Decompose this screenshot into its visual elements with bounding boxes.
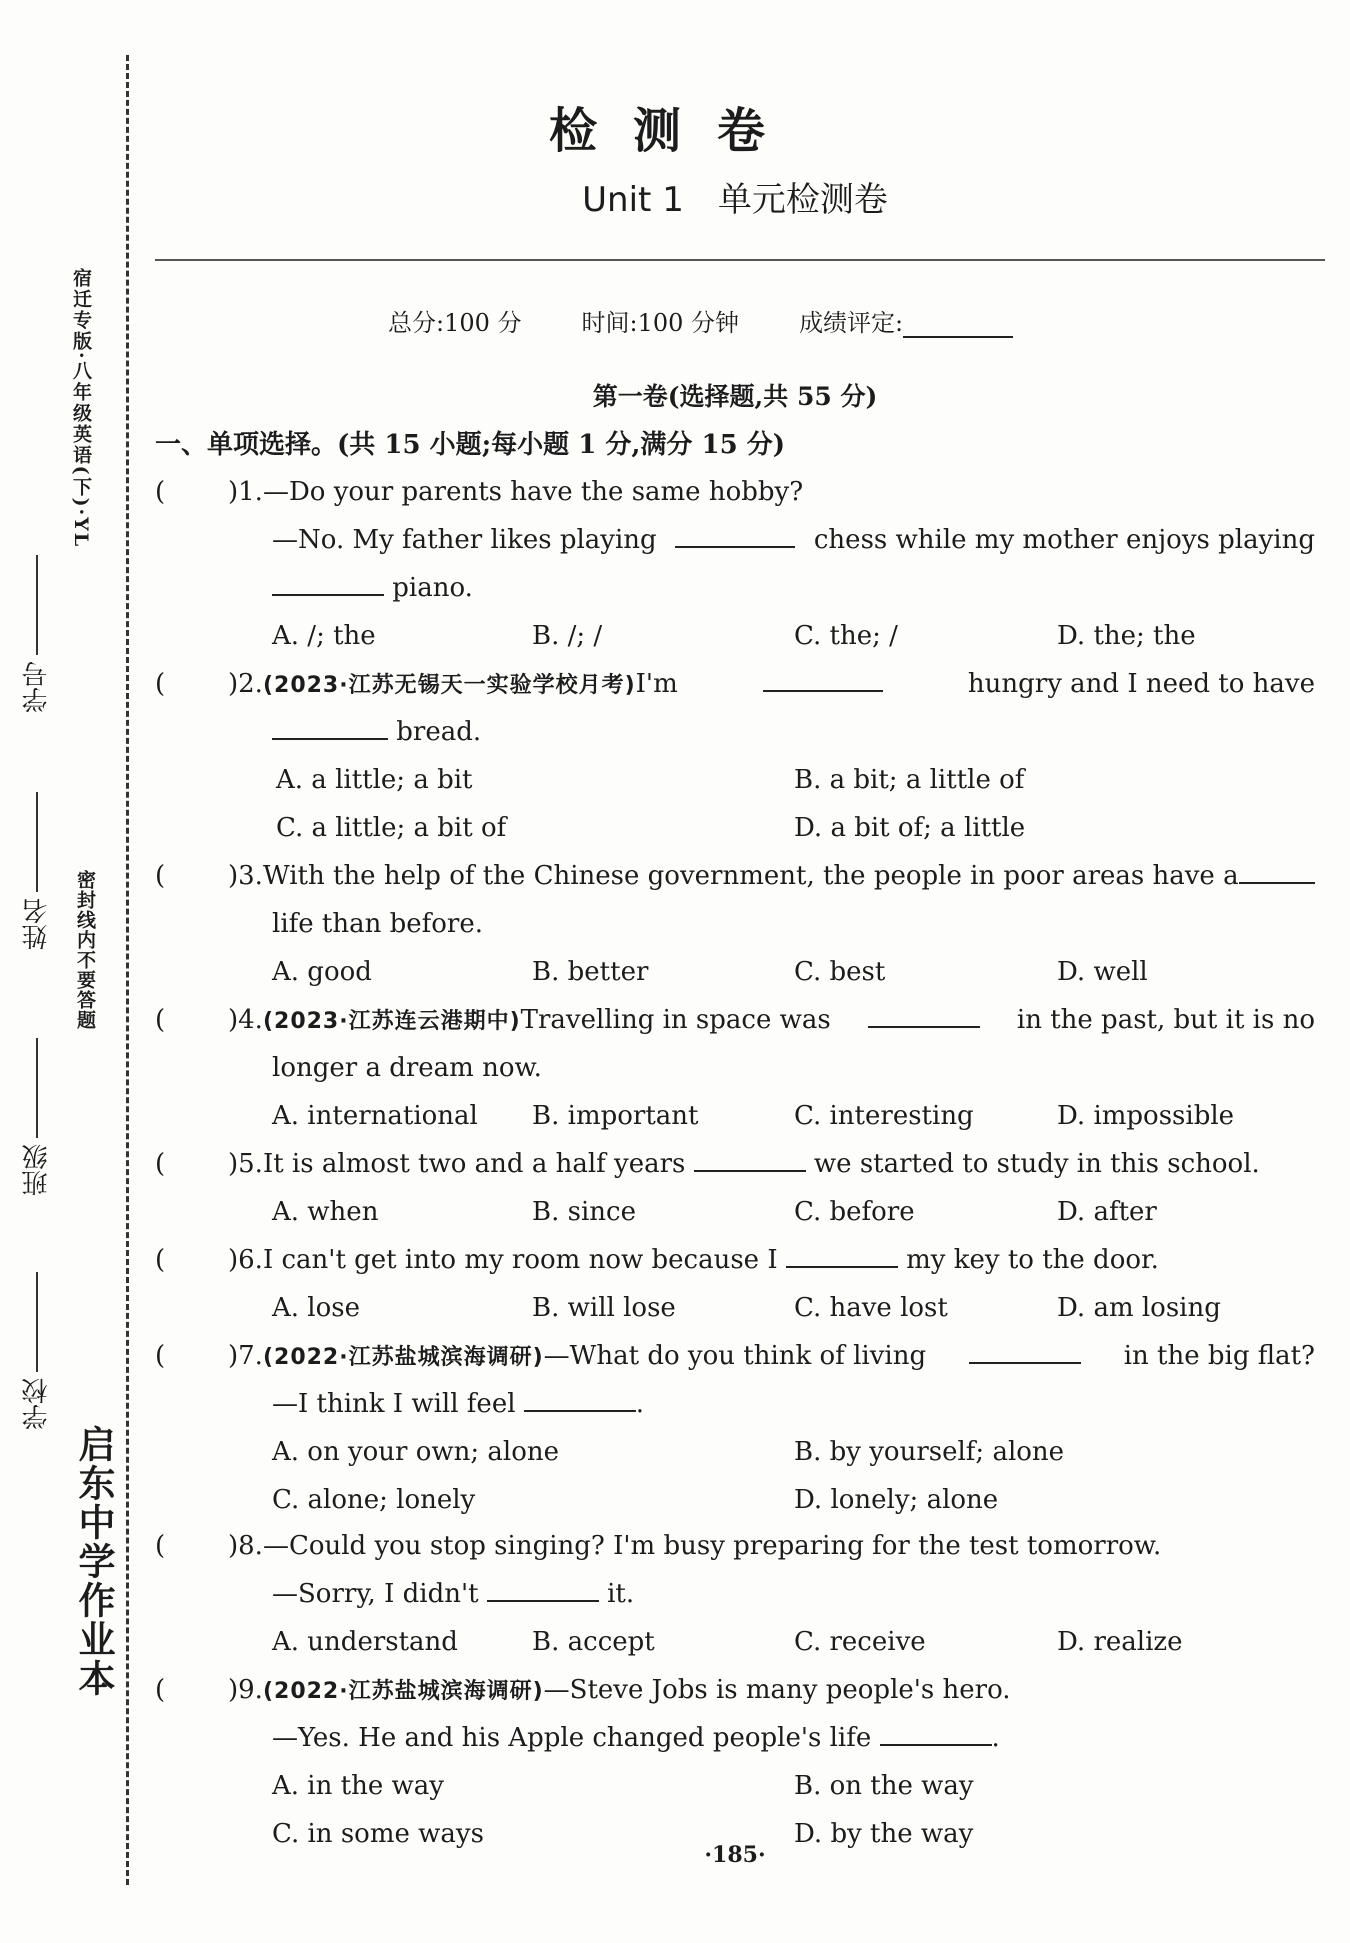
question-3 [155,852,1315,996]
question-text: hungry and I need to have [967,669,1315,699]
option-c[interactable]: C. receive [794,1627,926,1657]
answer-blank[interactable] [1239,852,1315,884]
option-a[interactable]: A. lose [272,1293,361,1323]
question-5 [155,1140,1315,1236]
class-label: 班级 [22,1144,52,1196]
class-field[interactable] [18,1038,55,1196]
question-1 [155,468,1315,660]
question-source: (2023·江苏无锡天一实验学校月考) [262,673,636,698]
option-d[interactable]: D. by the way [794,1819,974,1849]
student-id-label: 学号 [22,661,52,713]
question-number: )3. [228,861,263,891]
option-a[interactable]: A. in the way [272,1771,444,1801]
answer-blank[interactable] [880,1714,992,1746]
time-limit: 时间:100 分钟 [581,309,740,337]
option-b[interactable]: B. by yourself; alone [794,1437,1065,1467]
option-d[interactable]: D. the; the [1057,621,1196,651]
option-d[interactable]: D. well [1057,957,1148,987]
option-b[interactable]: B. will lose [532,1293,676,1323]
option-a[interactable]: A. a little; a bit [276,765,473,795]
answer-paren[interactable]: ( [155,669,166,699]
option-c[interactable]: C. have lost [794,1293,948,1323]
question-text: we started to study in this school. [813,1149,1260,1179]
question-text: in the big flat? [1123,1341,1315,1371]
answer-paren[interactable]: ( [155,1245,166,1275]
question-number: )5. [228,1149,263,1179]
answer-paren[interactable]: ( [155,1005,166,1035]
question-text: it. [607,1579,635,1609]
answer-paren[interactable]: ( [155,1149,166,1179]
option-b[interactable]: B. better [532,957,649,987]
question-6 [155,1236,1315,1332]
question-number: )7. [228,1341,263,1371]
answer-paren[interactable]: ( [155,1531,166,1561]
class-line [36,1038,38,1138]
question-text: —Could you stop singing? I'm busy preparing for the test tomorrow. [262,1531,1162,1561]
option-d[interactable]: D. realize [1057,1627,1183,1657]
answer-blank[interactable] [675,516,795,548]
question-line-row [272,516,1315,564]
answer-paren[interactable]: ( [155,1341,166,1371]
option-b[interactable]: B. accept [532,1627,655,1657]
total-score: 总分:100 分 [388,309,522,337]
question-text: It is almost two and a half years [262,1149,686,1179]
question-number: )4. [228,1005,263,1035]
answer-blank[interactable] [524,1380,636,1412]
question-text: my key to the door. [906,1245,1159,1275]
seal-warning: 密封线内不要答题 [74,870,96,1030]
option-d[interactable]: D. after [1057,1197,1157,1227]
page-title: 检测卷 [548,103,801,159]
question-text: —Yes. He and his Apple changed people's life [272,1723,872,1753]
question-text: life than before. [272,909,483,939]
option-b[interactable]: B. /; / [532,621,603,651]
option-c[interactable]: C. the; / [794,621,898,651]
student-id-line [36,555,38,655]
brand-label: 启东中学作业本 [72,1425,115,1698]
school-field[interactable] [18,1272,55,1430]
question-2 [155,660,1315,852]
option-a[interactable]: A. on your own; alone [272,1437,560,1467]
question-source: (2022·江苏盐城滨海调研) [262,1679,544,1704]
question-7 [155,1332,1315,1524]
question-source: (2022·江苏盐城滨海调研) [262,1345,544,1370]
question-number: )1. [228,477,263,507]
school-label: 学校 [22,1378,52,1430]
question-text: —Steve Jobs is many people's hero. [543,1675,1011,1705]
answer-paren[interactable]: ( [155,861,166,891]
question-number: )6. [228,1245,263,1275]
question-line-row [228,852,1315,900]
answer-blank[interactable] [694,1140,806,1172]
option-a[interactable]: A. understand [272,1627,458,1657]
option-b[interactable]: B. a bit; a little of [794,765,1025,795]
option-c[interactable]: C. in some ways [272,1819,484,1849]
question-number: )8. [228,1531,263,1561]
series-label: 宿迁专版·八年级英语(下)·YL [70,268,92,549]
question-text: longer a dream now. [272,1053,542,1083]
question-text: —No. My father likes playing [272,525,657,555]
option-c[interactable]: C. best [794,957,886,987]
question-text: in the past, but it is no [1016,1005,1315,1035]
grade-label: 成绩评定: [799,309,904,337]
seal-dashed-line [126,55,129,1885]
question-text: I'm [635,669,678,699]
option-d[interactable]: D. a bit of; a little [794,813,1026,843]
question-line-row [228,996,1315,1046]
question-line-row [228,660,1315,710]
question-text: Travelling in space was [520,1005,831,1035]
question-8 [155,1522,1315,1666]
question-source: (2023·江苏连云港期中) [262,1009,521,1034]
option-c[interactable]: C. before [794,1197,915,1227]
question-text: —I think I will feel [272,1389,516,1419]
name-field[interactable] [18,792,55,950]
question-text: —What do you think of living [543,1341,927,1371]
option-b[interactable]: B. since [532,1197,636,1227]
option-a[interactable]: A. international [272,1101,478,1131]
option-c[interactable]: C. a little; a bit of [276,813,507,843]
student-id-field[interactable] [18,555,55,713]
grade-blank[interactable] [903,314,1013,338]
section-title: 一、单项选择。(共 15 小题;每小题 1 分,满分 15 分) [155,430,786,460]
question-text: —Sorry, I didn't [272,1579,479,1609]
option-c[interactable]: C. interesting [794,1101,974,1131]
answer-paren[interactable]: ( [155,477,166,507]
answer-blank[interactable] [786,1236,898,1268]
answer-blank[interactable] [487,1570,599,1602]
option-a[interactable]: A. good [272,957,372,987]
question-text: . [635,1389,645,1419]
option-b[interactable]: B. on the way [794,1771,974,1801]
option-d[interactable]: D. am losing [1057,1293,1221,1323]
school-line [36,1272,38,1372]
answer-blank[interactable] [969,1332,1081,1364]
option-b[interactable]: B. important [532,1101,699,1131]
name-line [36,792,38,892]
answer-blank[interactable] [272,564,384,596]
part-title: 第一卷(选择题,共 55 分) [592,382,878,411]
question-line: —Do your parents have the same hobby? [262,477,804,507]
question-number: )9. [228,1675,263,1705]
question-9 [155,1666,1315,1858]
grade-field[interactable] [799,303,1013,338]
answer-blank[interactable] [763,660,883,692]
question-text: With the help of the Chinese government, the people in poor areas have a [262,861,1239,891]
page-number: ·185· [704,1842,766,1868]
question-4 [155,996,1315,1140]
option-c[interactable]: C. alone; lonely [272,1485,476,1515]
option-d[interactable]: D. lonely; alone [794,1485,999,1515]
question-text: . [991,1723,1000,1753]
option-d[interactable]: D. impossible [1057,1101,1235,1131]
page-subtitle: Unit 1 单元检测卷 [582,180,888,220]
name-label: 姓名 [22,898,52,950]
question-line-row [228,1332,1315,1382]
question-number: )2. [228,669,263,699]
question-text: piano. [392,573,473,603]
answer-blank[interactable] [272,708,388,740]
answer-paren[interactable]: ( [155,1675,166,1705]
option-a[interactable]: A. /; the [272,621,376,651]
header-rule [155,259,1325,261]
question-text: bread. [396,717,482,747]
question-text: I can't get into my room now because I [262,1245,778,1275]
exam-meta [388,303,1013,338]
answer-blank[interactable] [868,996,980,1028]
question-text: chess while my mother enjoys playing [813,525,1315,555]
option-a[interactable]: A. when [272,1197,379,1227]
